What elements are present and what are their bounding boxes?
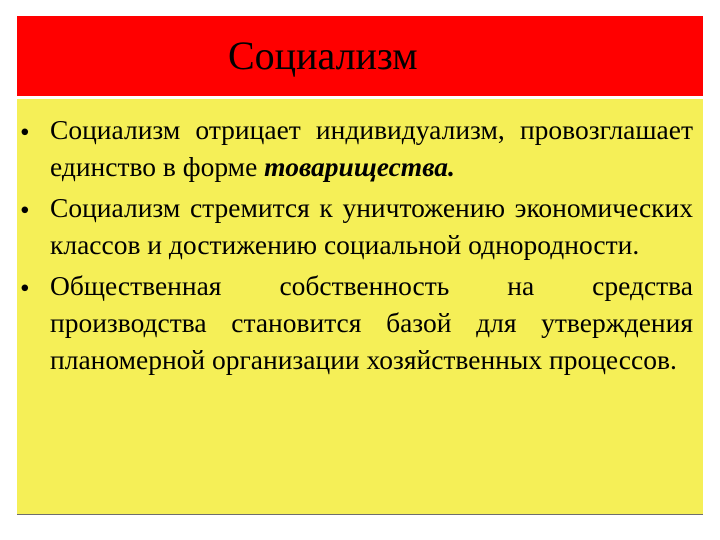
content-box [17,99,703,515]
bullet-item-3 [17,267,703,378]
bullet-list [17,111,703,382]
bullet-marker: • [20,194,30,225]
bullet-marker: • [20,116,30,147]
bullet-marker: • [20,272,30,303]
bullet-emphasis: товарищества. [264,151,455,182]
bullet-item-2 [17,189,703,263]
bullet-item-1 [17,111,703,185]
bullet-text: Социализм отрицает индивидуализм, провозглашает единство в форме [50,114,693,182]
slide-title: Социализм [228,33,418,78]
bullet-text: Социализм стремится к уничтожению экономических классов и достижению социальной однородности. [50,192,693,260]
bullet-text: Общественная собственность на средства производства становится базой для утверждения планомерной организации хозяйственных процессов. [50,270,693,375]
